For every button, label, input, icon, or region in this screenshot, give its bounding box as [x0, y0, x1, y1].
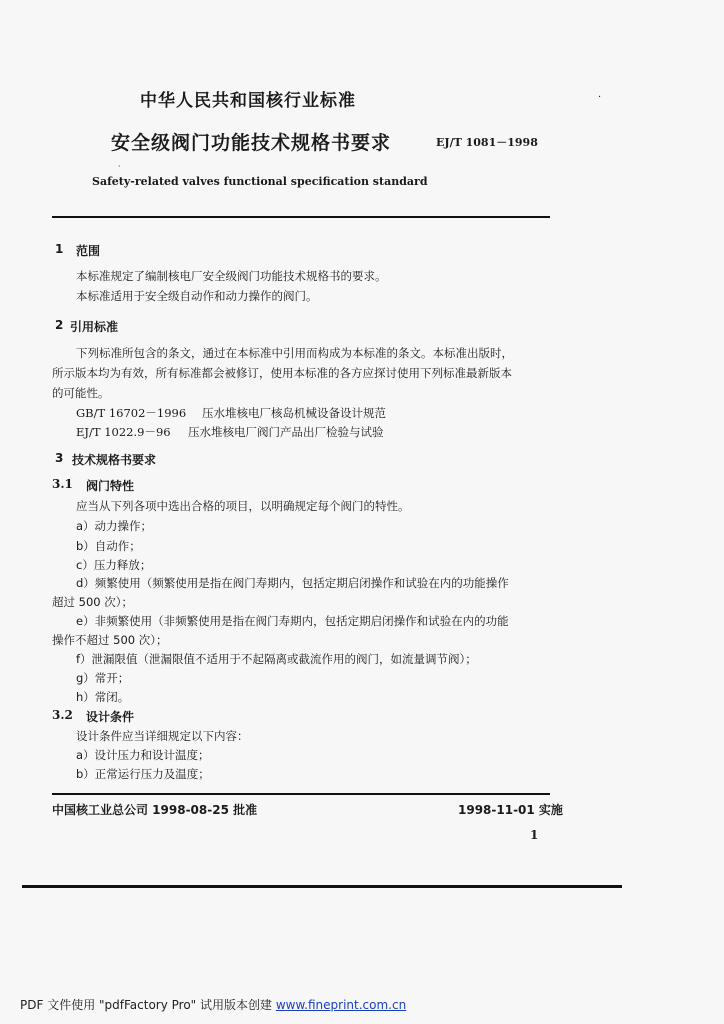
list-item-d-line-1: d）频繁使用（频繁使用是指在阀门寿期内，包括定期启闭操作和试验在内的功能操作 [76, 576, 509, 590]
list-item-a: a）动力操作； [76, 519, 153, 533]
section-3-2-number: 3.2 [52, 708, 73, 722]
section-2-heading: 引用标准 [70, 320, 119, 334]
page-bottom-rule [22, 885, 622, 888]
list-item-h: h）常闭。 [76, 690, 130, 704]
pdf-note-text: PDF 文件使用 "pdfFactory Pro" 试用版本创建 [20, 998, 276, 1012]
standard-code: EJ/T 1081－1998 [436, 136, 538, 149]
section-3-1-number: 3.1 [52, 477, 73, 491]
section-3-1-heading: 阀门特性 [86, 479, 135, 493]
list-item-g: g）常开； [76, 671, 130, 685]
list-item-d-line-2: 超过 500 次）； [52, 595, 134, 609]
header-divider [52, 216, 550, 218]
list-item-f: f）泄漏限值（泄漏限值不适用于不起隔离或截流作用的阀门，如流量调节阀）； [76, 652, 477, 666]
implementation-line: 1998-11-01 实施 [458, 803, 563, 817]
document-title: 安全级阀门功能技术规格书要求 [111, 132, 392, 154]
section-3-2-intro: 设计条件应当详细规定以下内容： [76, 729, 249, 743]
section-2-paragraph-line-2: 所示版本均为有效，所有标准都会被修订，使用本标准的各方应探讨使用下列标准最新版本 [52, 366, 512, 380]
section-1-paragraph-2: 本标准适用于安全级自动作和动力操作的阀门。 [76, 289, 318, 303]
section-3-1-intro: 应当从下列各项中选出合格的项目，以明确规定每个阀门的特性。 [76, 499, 410, 513]
fineprint-link[interactable]: www.fineprint.com.cn [275, 998, 407, 1012]
section-2-number: 2 [55, 318, 64, 332]
section-2-paragraph-line-3: 的可能性。 [52, 386, 110, 400]
industry-standard-label: 中华人民共和国核行业标准 [140, 91, 356, 111]
section-1-heading: 范围 [76, 244, 101, 258]
reference-2-code: EJ/T 1022.9－96 [76, 425, 171, 439]
reference-2-title: 压水堆核电厂阀门产品出厂检验与试验 [188, 425, 384, 439]
list-item-c: c）压力释放； [76, 558, 152, 572]
speck-mark-2: · [118, 162, 121, 171]
reference-1-title: 压水堆核电厂核岛机械设备设计规范 [202, 406, 386, 420]
section-1-number: 1 [55, 242, 64, 256]
section-3-number: 3 [55, 451, 64, 465]
section-3-2-heading: 设计条件 [86, 710, 135, 724]
pdf-creator-note [20, 996, 406, 1013]
section-3-heading: 技术规格书要求 [72, 453, 157, 467]
list-item-3-2-a: a）设计压力和设计温度； [76, 748, 210, 762]
english-title: Safety-related valves functional specification standard [92, 175, 428, 188]
list-item-e-line-1: e）非频繁使用（非频繁使用是指在阀门寿期内，包括定期启闭操作和试验在内的功能 [76, 614, 509, 628]
page-number: 1 [530, 828, 539, 842]
list-item-b: b）自动作； [76, 539, 141, 553]
footer-divider [52, 793, 550, 795]
section-1-paragraph-1: 本标准规定了编制核电厂安全级阀门功能技术规格书的要求。 [76, 269, 387, 283]
reference-1-code: GB/T 16702－1996 [76, 406, 187, 420]
list-item-e-line-2: 操作不超过 500 次）； [52, 633, 168, 647]
section-2-paragraph-line-1: 下列标准所包含的条文，通过在本标准中引用而构成为本标准的条文。本标准出版时， [76, 346, 513, 360]
speck-mark: · [598, 92, 602, 103]
approval-line: 中国核工业总公司 1998-08-25 批准 [52, 803, 258, 817]
list-item-3-2-b: b）正常运行压力及温度； [76, 767, 210, 781]
